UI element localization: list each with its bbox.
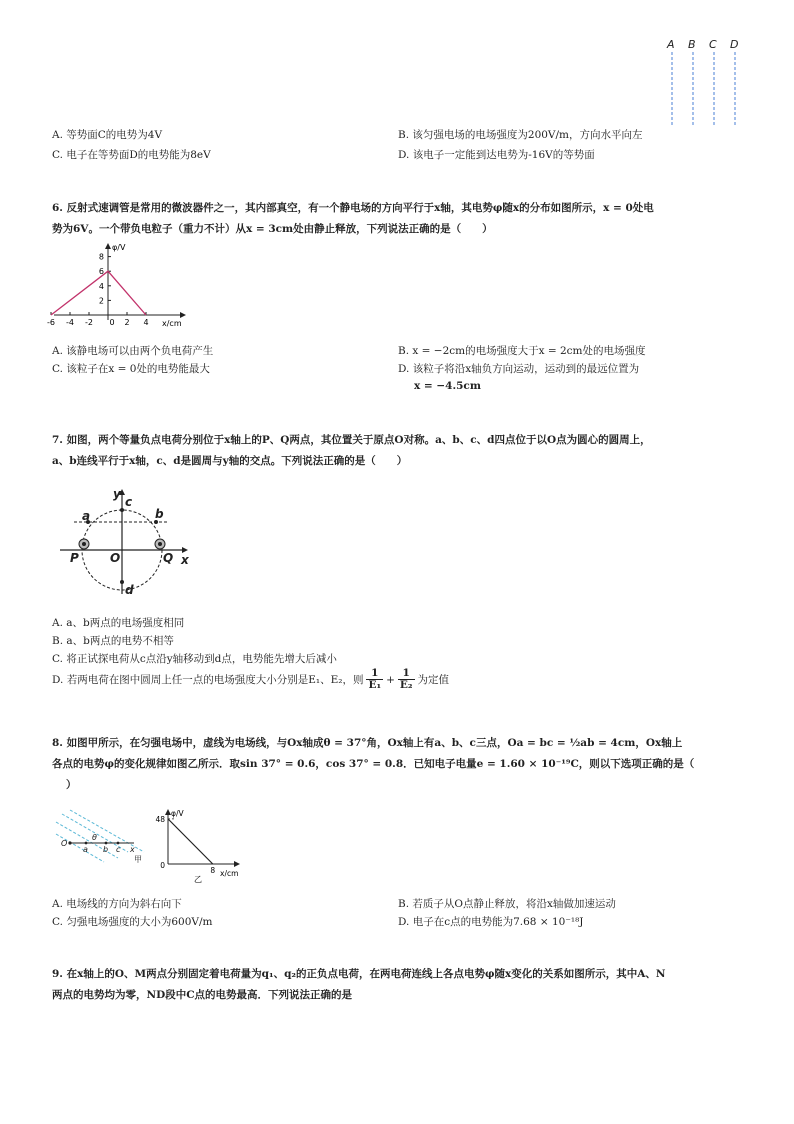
q6-xtick-label: -2 bbox=[85, 318, 93, 327]
q7-stem bbox=[52, 430, 752, 472]
q8-caption-yi: 乙 bbox=[194, 875, 202, 884]
q6-potential-line bbox=[51, 271, 146, 315]
q8-x-arrow bbox=[234, 861, 240, 867]
q7-charge-q-core bbox=[158, 542, 162, 546]
q7-point-c bbox=[120, 508, 124, 512]
q6-xlabel: x/cm bbox=[162, 319, 182, 328]
q5-option-d: D. 该电子一定能到达电势为-16V的等势面 bbox=[398, 149, 595, 161]
q8-stem-line1: 8. 如图甲所示，在匀强电场中，虚线为电场线，与Ox轴成θ = 37°角，Ox轴上有a、b、c三点，Oa = bc = ½ab = 4cm，Ox轴上 bbox=[52, 737, 683, 749]
q7-label-y: y bbox=[113, 487, 121, 501]
q8-label-o: O bbox=[61, 839, 68, 848]
q8-option-b: B. 若质子从O点静止释放，将沿x轴做加速运动 bbox=[398, 898, 616, 910]
q7-frac1-num: 1 bbox=[371, 667, 379, 679]
q8-stem-line3: ） bbox=[66, 779, 77, 791]
q7-label-o: O bbox=[110, 551, 121, 565]
q8-label-c: c bbox=[116, 845, 121, 854]
q7-frac1-den: E₁ bbox=[368, 679, 382, 691]
q8-xlabel: x/cm bbox=[220, 869, 239, 878]
q8-stem-line2: 各点的电势φ的变化规律如图乙所示．取sin 37° = 0.6，cos 37° = 0.8．已知电子电量e = 1.60 × 10⁻¹⁹C，则以下选项正确的是（ bbox=[52, 758, 695, 770]
q8-option-d: D. 电子在c点的电势能为7.68 × 10⁻¹⁸J bbox=[398, 916, 584, 928]
q8-point-a bbox=[85, 842, 88, 845]
q7-label-q: Q bbox=[163, 551, 174, 565]
q6-option-d-line1: D. 该粒子将沿x轴负方向运动，运动到的最远位置为 bbox=[398, 363, 640, 375]
plane-label-a: A bbox=[667, 38, 675, 51]
q8-ytick: 48 bbox=[155, 814, 165, 824]
q8-label-theta: θ bbox=[92, 833, 97, 842]
q8-caption-jia: 甲 bbox=[134, 855, 142, 864]
equipotential-figure bbox=[660, 34, 750, 128]
q6-stem bbox=[52, 198, 752, 240]
plane-label-b: B bbox=[688, 38, 696, 51]
q7-label-p: P bbox=[70, 551, 79, 565]
q7-label-b: b bbox=[155, 507, 164, 521]
q8-point-o bbox=[68, 841, 71, 844]
q6-potential-graph bbox=[47, 240, 190, 332]
q7-charge-p-core bbox=[82, 542, 86, 546]
q6-xtick-label: -4 bbox=[66, 318, 74, 327]
q8-point-c bbox=[117, 842, 120, 845]
q6-ytick-label: 4 bbox=[98, 281, 104, 291]
q7-option-c: C. 将正试探电荷从c点沿y轴移动到d点，电势能先增大后减小 bbox=[52, 653, 337, 665]
q8-label-a: a bbox=[83, 845, 88, 854]
q6-ytick-label: 8 bbox=[98, 252, 104, 262]
q6-option-a: A. 该静电场可以由两个负电荷产生 bbox=[52, 345, 214, 357]
q7-label-d: d bbox=[125, 583, 134, 597]
q7-charges-figure bbox=[58, 482, 198, 600]
q8-option-a: A. 电场线的方向为斜右向下 bbox=[52, 898, 182, 910]
q6-ytick-label: 2 bbox=[98, 296, 104, 306]
q5-option-b: B. 该匀强电场的电场强度为200V/m，方向水平向左 bbox=[398, 129, 643, 141]
q9-stem-line2: 两点的电势均为零，ND段中C点的电势最高．下列说法正确的是 bbox=[52, 989, 353, 1001]
q7-option-d bbox=[52, 668, 449, 691]
plane-label-d: D bbox=[730, 38, 739, 51]
q6-option-b: B. x = −2cm的电场强度大于x = 2cm处的电场强度 bbox=[398, 345, 646, 357]
q8-potential-line bbox=[168, 819, 213, 864]
q8-xtick: 8 bbox=[210, 866, 216, 875]
q6-xtick-label: 0 bbox=[109, 318, 115, 327]
q8-point-b bbox=[105, 842, 108, 845]
q5-option-c: C. 电子在等势面D的电势能为8eV bbox=[52, 149, 211, 161]
q6-ytick-label: 6 bbox=[98, 267, 104, 277]
q7-option-b: B. a、b两点的电势不相等 bbox=[52, 635, 174, 647]
q6-option-c: C. 该粒子在x = 0处的电势能最大 bbox=[52, 363, 210, 375]
q7-option-d-post: 为定值 bbox=[417, 674, 449, 686]
q8-ylabel: φ/V bbox=[171, 809, 184, 818]
q6-ylabel: φ/V bbox=[112, 243, 126, 252]
q6-x-arrow bbox=[180, 312, 186, 318]
q6-xtick-label: -6 bbox=[47, 318, 55, 327]
q7-frac2 bbox=[398, 668, 415, 691]
q8-option-c: C. 匀强电场强度的大小为600V/m bbox=[52, 916, 213, 928]
q8-stem bbox=[52, 733, 752, 796]
q7-point-d bbox=[120, 580, 124, 584]
q7-option-a: A. a、b两点的电场强度相同 bbox=[52, 617, 185, 629]
q7-option-d-pre: D. 若两电荷在图中圆周上任一点的电场强度大小分别是E₁、E₂，则 bbox=[52, 674, 364, 686]
q7-label-c: c bbox=[125, 495, 133, 509]
q8-label-b: b bbox=[103, 845, 109, 854]
q9-stem-line1: 9. 在x轴上的O、M两点分别固定着电荷量为q₁、q₂的正负点电荷，在两电荷连线上各点电势φ随x变化的关系如图所示，其中A、N bbox=[52, 968, 666, 980]
q8-label-x: x bbox=[130, 845, 135, 854]
q7-frac2-den: E₂ bbox=[399, 679, 413, 691]
q6-option-d-line2: x = −4.5cm bbox=[414, 380, 481, 392]
q7-stem-line1: 7. 如图，两个等量负点电荷分别位于x轴上的P、Q两点，其位置关于原点O对称。a、b、c、d四点位于以O点为圆心的圆周上， bbox=[52, 434, 651, 446]
q6-stem-line2: 势为6V。一个带负电粒子（重力不计）从x = 3cm处由静止释放，下列说法正确的是（ ） bbox=[52, 223, 493, 235]
q8-origin: 0 bbox=[160, 861, 165, 870]
q8-potential-graph bbox=[154, 806, 244, 884]
q7-frac2-num: 1 bbox=[402, 667, 410, 679]
q5-option-a: A. 等势面C的电势为4V bbox=[52, 129, 163, 141]
q7-label-x: x bbox=[181, 553, 189, 567]
q7-frac1 bbox=[366, 668, 383, 691]
plane-label-c: C bbox=[709, 38, 717, 51]
q7-plus: + bbox=[386, 673, 395, 686]
q6-stem-line1: 6. 反射式速调管是常用的微波器件之一，其内部真空，有一个静电场的方向平行于x轴，其电势φ随x的分布如图所示，x = 0处电 bbox=[52, 202, 654, 214]
q6-xtick-label: 4 bbox=[143, 318, 149, 327]
q6-y-arrow bbox=[105, 243, 111, 249]
q7-label-a: a bbox=[82, 509, 91, 523]
q9-stem bbox=[52, 964, 752, 1006]
q8-field-figure bbox=[56, 812, 148, 862]
q7-stem-line2: a、b连线平行于x轴，c、d是圆周与y轴的交点。下列说法正确的是（ ） bbox=[52, 455, 408, 467]
q6-xtick-label: 2 bbox=[124, 318, 130, 327]
